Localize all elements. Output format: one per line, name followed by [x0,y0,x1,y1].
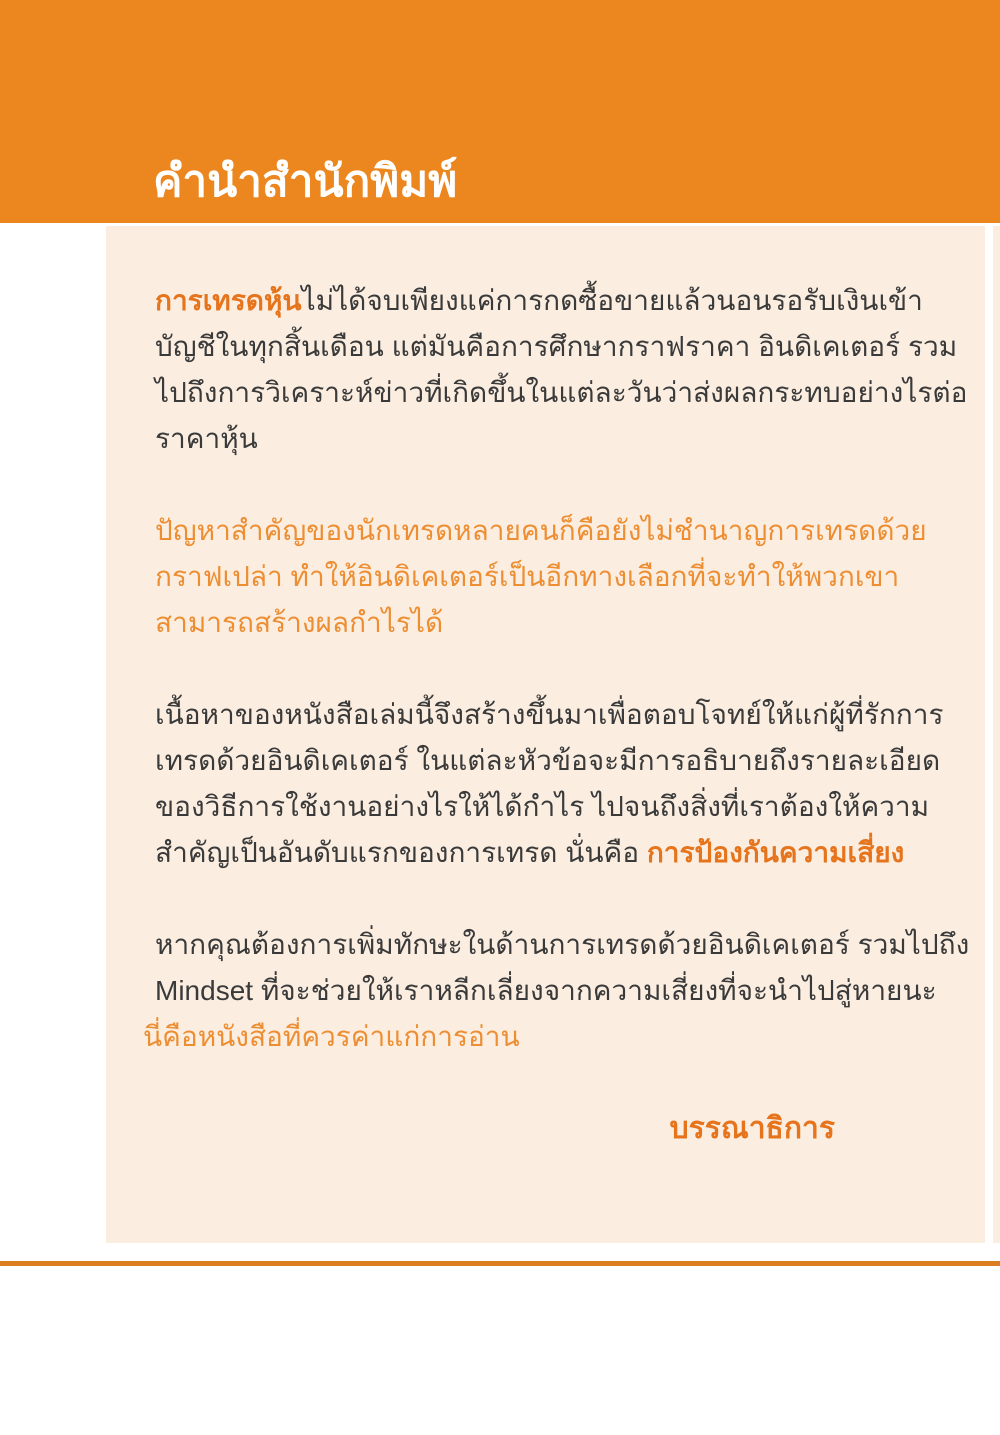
text-line: ของวิธีการใช้งานอย่างไรให้ได้กำไร ไปจนถึงสิ่งที่เราต้องให้ความ [155,791,930,822]
page-title: คำนำสำนักพิมพ์ [153,157,458,206]
text-segment: สำคัญเป็นอันดับแรกของการเทรด นั่นคือ [155,837,647,868]
text-line: ราคาหุ้น [155,423,258,454]
text-line: Mindset ที่จะช่วยให้เราหลีกเลี่ยงจากความเสี่ยงที่จะนำไปสู่หายนะ [155,975,937,1006]
text-line: สามารถสร้างผลกำไรได้ [155,607,444,638]
text-line: กราฟเปล่า ทำให้อินดิเคเตอร์เป็นอีกทางเลือกที่จะทำให้พวกเขา [155,561,900,592]
text-line: นี่คือหนังสือที่ควรค่าแก่การอ่าน [143,1021,520,1052]
right-margin-stripe [985,226,993,1243]
preface-body [106,226,970,1152]
text-segment-highlight: การป้องกันความเสี่ยง [646,837,905,868]
text-line: บัญชีในทุกสิ้นเดือน แต่มันคือการศึกษากราฟราคา อินดิเคเตอร์ รวม [155,331,958,362]
preface-paragraph-3 [155,692,944,876]
text-segment: ไม่ได้จบเพียงแค่การกดซื้อขายแล้วนอนรอรับเงินเข้า [301,285,923,316]
text-line: หากคุณต้องการเพิ่มทักษะในด้านการเทรดด้วยอินดิเคเตอร์ รวมไปถึง [155,929,970,960]
preface-paragraph-1 [155,278,968,462]
text-line [155,278,923,324]
text-line: เนื้อหาของหนังสือเล่มนี้จึงสร้างขึ้นมาเพื่อตอบโจทย์ให้แก่ผู้ที่รักการ [155,699,944,730]
text-segment-highlight: การเทรดหุ้น [155,285,302,316]
divider-rule [0,1261,1000,1266]
editor-signature: บรรณาธิการ [669,1112,835,1145]
content-panel [106,226,1000,1243]
text-line: ไปถึงการวิเคราะห์ข่าวที่เกิดขึ้นในแต่ละวันว่าส่งผลกระทบอย่างไรต่อ [155,377,968,408]
text-line: เทรดด้วยอินดิเคเตอร์ ในแต่ละหัวข้อจะมีการอธิบายถึงรายละเอียด [155,745,941,776]
text-line [155,830,905,876]
text-line: ปัญหาสำคัญของนักเทรดหลายคนก็คือยังไม่ชำนาญการเทรดด้วย [155,515,927,546]
preface-paragraph-4 [143,922,970,1060]
header-banner [0,0,1000,223]
preface-paragraph-2 [155,508,927,646]
